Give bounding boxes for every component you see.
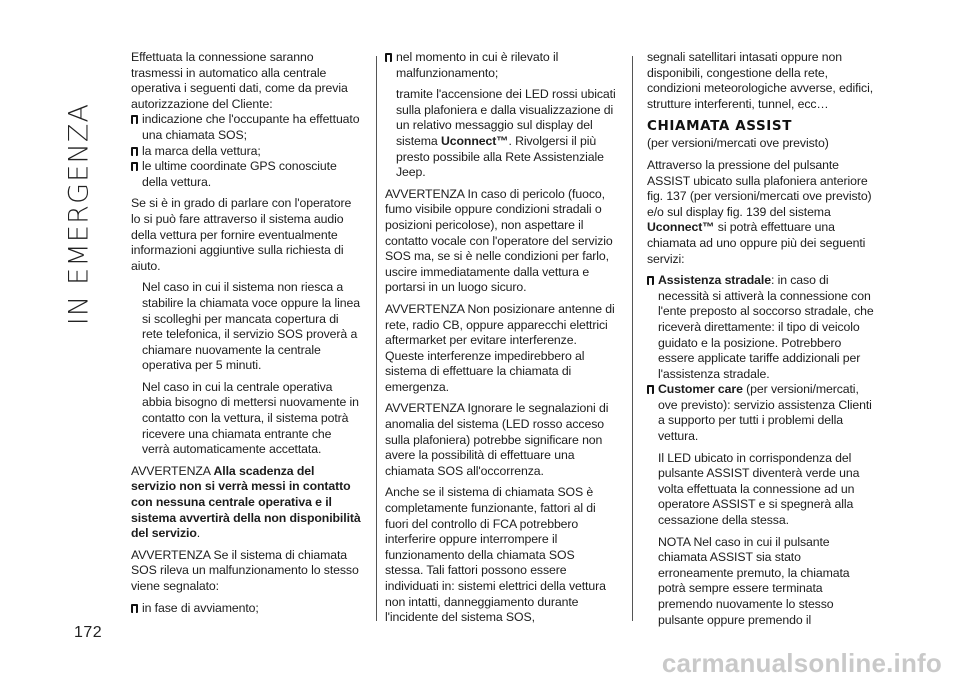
paragraph-continued: segnali satellitari intasati oppure non disponibili, congestione della rete, condizioni meteorologiche avverse, edifici, strutture interferenti, tunnel, ecc… xyxy=(647,50,874,111)
brand-name: Uconnect™ xyxy=(441,133,509,148)
note-paragraph: NOTA Nel caso in cui il pulsante chiamata ASSIST sia stato erroneamente premuto, la chiamata potrà sempre essere terminata premendo nuovamente lo stesso pulsante oppure premendo il xyxy=(658,534,850,627)
text-column-1 xyxy=(131,50,362,616)
paragraph: Se si è in grado di parlare con l'operatore lo si può fare attraverso il sistema audio della vettura per fornire eventualmente informazioni aggiuntive sulla richiesta di aiuto. xyxy=(131,196,352,273)
section-heading: CHIAMATA ASSIST xyxy=(647,118,793,135)
paragraph: Nel caso in cui il sistema non riesca a stabilire la chiamata voce oppure la linea si scolleghi per mancata copertura di rete telefonica, il servizio SOS proverà a chiamare nuovamente la centrale operativa per 5 minuti. xyxy=(142,280,360,373)
bullet-icon xyxy=(131,162,138,171)
paragraph xyxy=(647,158,878,267)
warning-paragraph: AVVERTENZA In caso di pericolo (fuoco, fumo visibile oppure condizioni stradali o posizioni pericolose), non aspettare il contatto vocale con l'operatore del servizio SOS ma, se si è nelle condizioni per farlo, uscire immediatamente dalla vettura e portarsi in un luogo sicuro. xyxy=(385,186,613,295)
bullet-icon xyxy=(647,276,654,285)
bullet-icon xyxy=(385,53,392,62)
list-item-text: le ultime coordinate GPS conosciute della vettura. xyxy=(142,159,337,189)
warning-paragraph: AVVERTENZA Se il sistema di chiamata SOS rileva un malfunzionamento lo stesso viene segnalato: xyxy=(131,547,359,593)
bullet-icon xyxy=(131,115,138,124)
paragraph-text: tramite l'accensione dei LED rossi ubicati sulla plafoniera e dalla visualizzazione di un relativo messaggio sul display del sistema xyxy=(396,87,616,148)
list-item xyxy=(647,273,878,382)
list-item-text: nel momento in cui è rilevato il malfunzionamento; xyxy=(396,50,559,80)
list-item-text: la marca della vettura; xyxy=(142,143,261,158)
list-item-text: in fase di avviamento; xyxy=(142,600,259,615)
list-item xyxy=(385,50,616,81)
column-divider xyxy=(376,56,377,621)
text-column-3 xyxy=(647,50,878,634)
list-item xyxy=(131,159,362,190)
list-item-text: indicazione che l'occupante ha effettuato una chiamata SOS; xyxy=(142,112,360,142)
heading-note: (per versioni/mercati ove previsto) xyxy=(647,136,829,151)
paragraph: Nel caso in cui la centrale operativa abbia bisogno di mettersi nuovamente in contatto con la vettura, il sistema potrà ricevere una chiamata entrante che verrà automaticamente accettata. xyxy=(142,379,359,457)
warning-bold-text: Alla scadenza del servizio non si verrà messi in contatto con nessuna centrale operativa e il sistema avvertirà della non disponibilità del servizio xyxy=(131,463,361,541)
paragraph-text: . Rivolgersi il più presto possibile alla Rete Assistenziale Jeep. xyxy=(396,133,604,180)
warning-end: . xyxy=(196,526,201,541)
list-item xyxy=(131,601,362,617)
list-item-title: Customer care xyxy=(658,382,743,397)
paragraph xyxy=(385,87,616,181)
bullet-icon xyxy=(131,604,138,613)
list-item xyxy=(131,112,362,143)
list-item-title: Assistenza stradale xyxy=(658,273,771,288)
page-number: 172 xyxy=(74,624,103,641)
warning-label: AVVERTENZA xyxy=(131,463,211,478)
list-item-text: : in caso di necessità si attiverà la connessione con l'ente preposto al soccorso stradale, che riceverà direttamente: il tipo di veicolo guidato e la posizione. Potrebbero essere applicate tariffe addizionali per l'assistenza stradale. xyxy=(658,273,874,381)
paragraph-intro: Effettuata la connessione saranno trasmessi in automatico alla centrale operativa i seguenti dati, come da previa autorizzazione del Cliente: xyxy=(131,50,348,111)
text-column-2 xyxy=(385,50,616,632)
bullet-icon xyxy=(131,147,138,156)
paragraph-text: Attraverso la pressione del pulsante ASSIST ubicato sulla plafoniera anteriore fig. 137 (per versioni/mercati ove previsto) e/o sul display fig. 139 del sistema xyxy=(647,157,872,219)
bullet-icon xyxy=(647,385,654,394)
list-item xyxy=(131,144,362,160)
column-divider xyxy=(632,56,633,621)
watermark: carmanualsonline.info xyxy=(661,648,942,678)
list-item-text: (per versioni/mercati, ove previsto): servizio assistenza Clienti a supporto per tutti i problemi della vettura. xyxy=(658,382,872,444)
warning-paragraph: AVVERTENZA Non posizionare antenne di rete, radio CB, oppure apparecchi elettrici aftermarket per evitare interferenze. Queste interferenze impedirebbero al sistema di effettuare la chiamata di emergenza. xyxy=(385,301,615,394)
paragraph: Anche se il sistema di chiamata SOS è completamente funzionante, fattori al di fuori del controllo di FCA potrebbero interferire oppure interrompere il funzionamento della chiamata SOS stessa. Tali fattori possono essere individuati in: sistemi elettrici della vettura non intatti, danneggiamento durante l'incidente del sistema SOS, xyxy=(385,485,606,625)
paragraph: Il LED ubicato in corrispondenza del pulsante ASSIST diventerà verde una volta effettuata la connessione ad un operatore ASSIST e si spegnerà alla cessazione della stessa. xyxy=(658,450,860,528)
paragraph-text: si potrà effettuare una chiamata ad uno oppure più dei seguenti servizi: xyxy=(647,220,866,266)
section-title: IN EMERGENZA xyxy=(63,102,95,326)
brand-name: Uconnect™ xyxy=(647,220,715,235)
warning-paragraph: AVVERTENZA Ignorare le segnalazioni di anomalia del sistema (LED rosso acceso sulla plafoniera) potrebbe significare non avere la possibilità di effettuare una chiamata SOS all'occorrenza. xyxy=(385,401,609,478)
warning-paragraph xyxy=(131,464,362,542)
list-item xyxy=(647,382,878,444)
